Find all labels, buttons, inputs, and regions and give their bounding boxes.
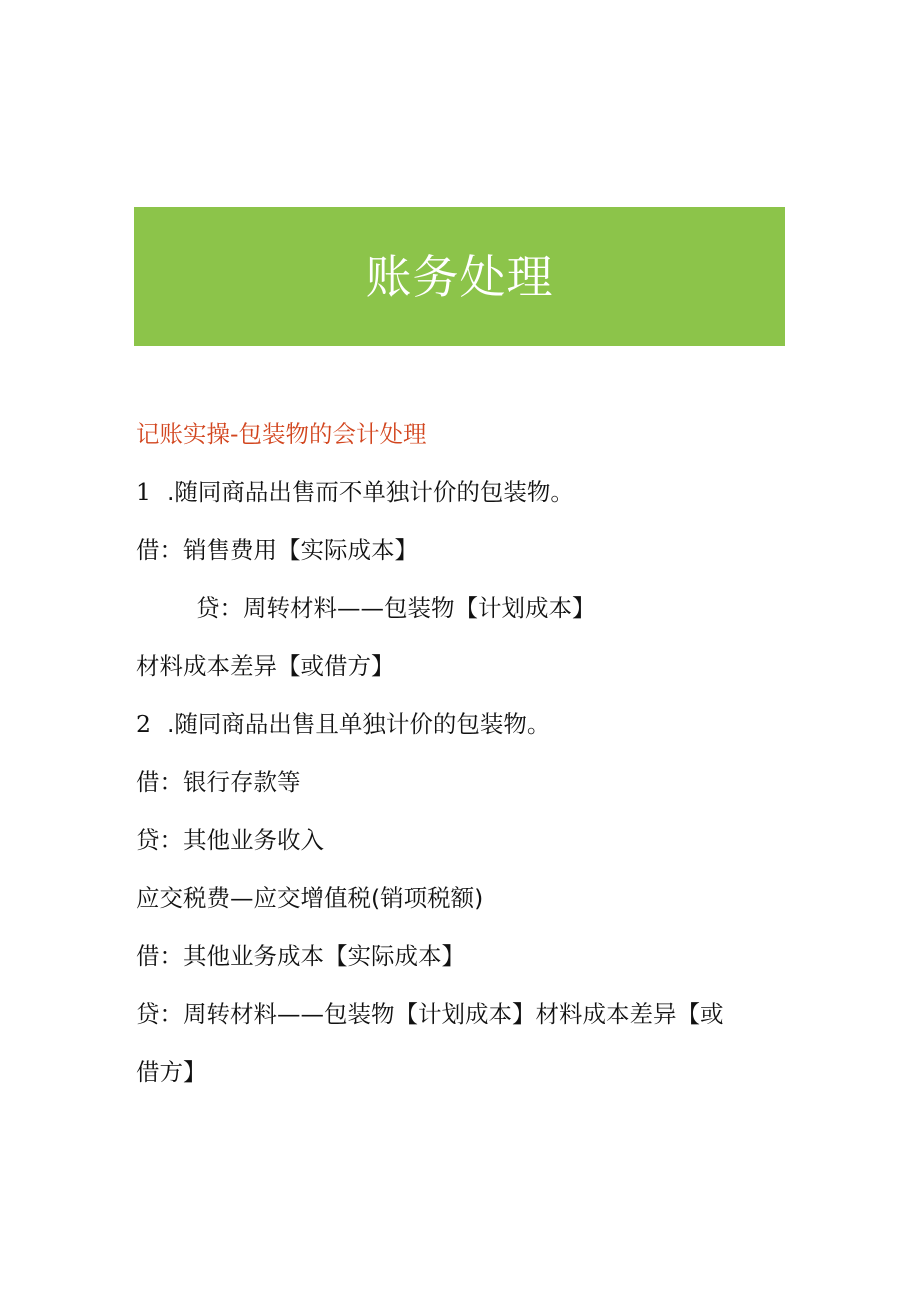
title-banner <box>134 207 785 346</box>
entry-credit-line: 贷：周转材料——包装物【计划成本】材料成本差异【或 <box>136 1000 724 1028</box>
item-2-heading <box>136 708 550 740</box>
entry-debit-line: 借：银行存款等 <box>136 768 301 796</box>
page-title: 账务处理 <box>365 249 554 304</box>
entry-continuation-line: 借方】 <box>136 1058 207 1086</box>
entry-credit-line: 贷：其他业务收入 <box>136 826 324 854</box>
entry-debit-line: 借：销售费用【实际成本】 <box>136 536 418 564</box>
item-text: .随同商品出售而不单独计价的包装物。 <box>166 478 574 506</box>
item-text: .随同商品出售且单独计价的包装物。 <box>166 710 551 738</box>
entry-debit-line: 借：其他业务成本【实际成本】 <box>136 942 465 970</box>
entry-continuation-line: 材料成本差异【或借方】 <box>136 652 395 680</box>
item-1-heading <box>136 476 574 508</box>
item-number: 1 <box>136 478 151 506</box>
section-subtitle: 记账实操-包装物的会计处理 <box>136 420 427 448</box>
entry-continuation-line: 应交税费—应交增值税(销项税额) <box>136 884 484 912</box>
item-number: 2 <box>136 710 151 738</box>
entry-credit-line: 贷：周转材料——包装物【计划成本】 <box>196 594 596 622</box>
